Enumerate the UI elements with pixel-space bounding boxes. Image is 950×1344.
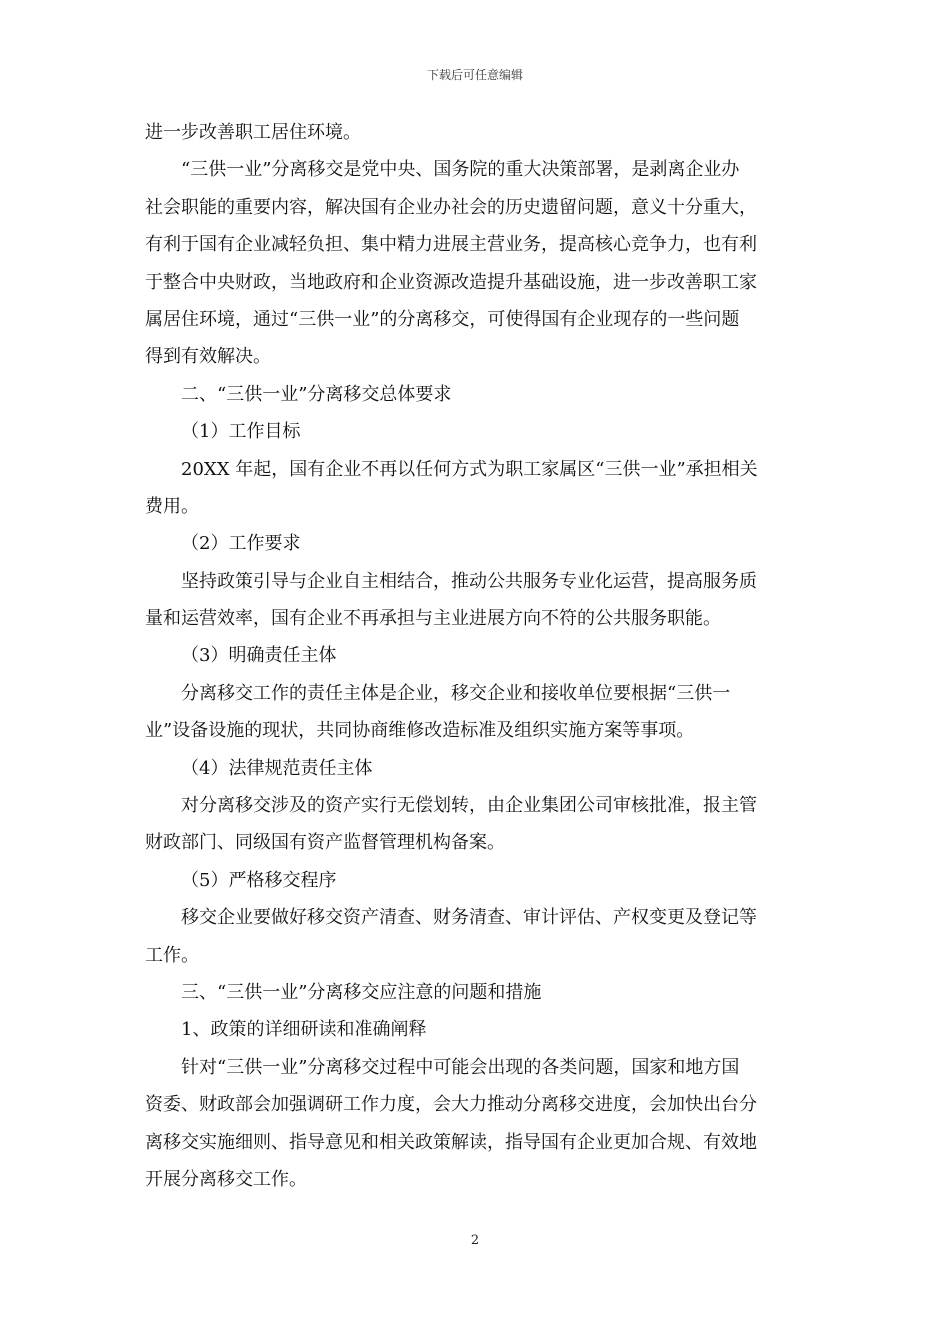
text-line: 1、政策的详细研读和准确阐释 (181, 1019, 427, 1041)
text-line: （3）明确责任主体 (181, 645, 337, 667)
text-line: 针对“三供一业”分离移交过程中可能会出现的各类问题，国家和地方国 (181, 1056, 740, 1078)
page-header: 下载后可任意编辑 (426, 68, 523, 82)
text-line: 业”设备设施的现状，共同协商维修改造标准及组织实施方案等事项。 (145, 720, 695, 742)
text-line: 进一步改善职工居住环境。 (145, 122, 361, 143)
text-line: （5）严格移交程序 (181, 869, 337, 891)
text-line: 开展分离移交工作。 (145, 1168, 307, 1190)
text-line: 于整合中央财政，当地政府和企业资源改造提升基础设施，进一步改善职工家 (145, 271, 757, 293)
text-line: （2）工作要求 (181, 533, 301, 555)
text-line: 量和运营效率，国有企业不再承担与主业进展方向不符的公共服务职能。 (145, 608, 721, 630)
document-body (145, 114, 807, 1198)
text-line: （1）工作目标 (181, 421, 301, 443)
text-line: 二、“三供一业”分离移交总体要求 (181, 383, 452, 405)
text-line: 资委、财政部会加强调研工作力度，会大力推动分离移交进度，会加快出台分 (145, 1094, 757, 1116)
text-line: 三、“三供一业”分离移交应注意的问题和措施 (181, 981, 542, 1003)
text-line: 有利于国有企业减轻负担、集中精力进展主营业务，提高核心竞争力，也有利 (145, 234, 757, 256)
text-line: 坚持政策引导与企业自主相结合，推动公共服务专业化运营，提高服务质 (181, 570, 757, 592)
text-line: 属居住环境，通过“三供一业”的分离移交，可使得国有企业现存的一些问题 (145, 308, 740, 330)
text-line: 对分离移交涉及的资产实行无偿划转，由企业集团公司审核批准，报主管 (181, 795, 757, 817)
text-line: 移交企业要做好移交资产清查、财务清查、审计评估、产权变更及登记等 (181, 907, 757, 929)
text-line: 财政部门、同级国有资产监督管理机构备案。 (145, 832, 505, 854)
text-line: 离移交实施细则、指导意见和相关政策解读，指导国有企业更加合规、有效地 (145, 1131, 757, 1153)
text-line: （4）法律规范责任主体 (181, 757, 373, 779)
text-line: 20XX 年起，国有企业不再以任何方式为职工家属区“三供一业”承担相关 (181, 458, 758, 480)
text-line: “三供一业”分离移交是党中央、国务院的重大决策部署，是剥离企业办 (181, 159, 740, 181)
text-line: 工作。 (145, 944, 199, 966)
text-line: 社会职能的重要内容，解决国有企业办社会的历史遗留问题，意义十分重大， (145, 196, 757, 218)
page-number: 2 (470, 1233, 480, 1248)
text-line: 分离移交工作的责任主体是企业，移交企业和接收单位要根据“三供一 (181, 682, 731, 704)
text-line: 得到有效解决。 (145, 346, 271, 368)
text-line: 费用。 (145, 495, 199, 517)
